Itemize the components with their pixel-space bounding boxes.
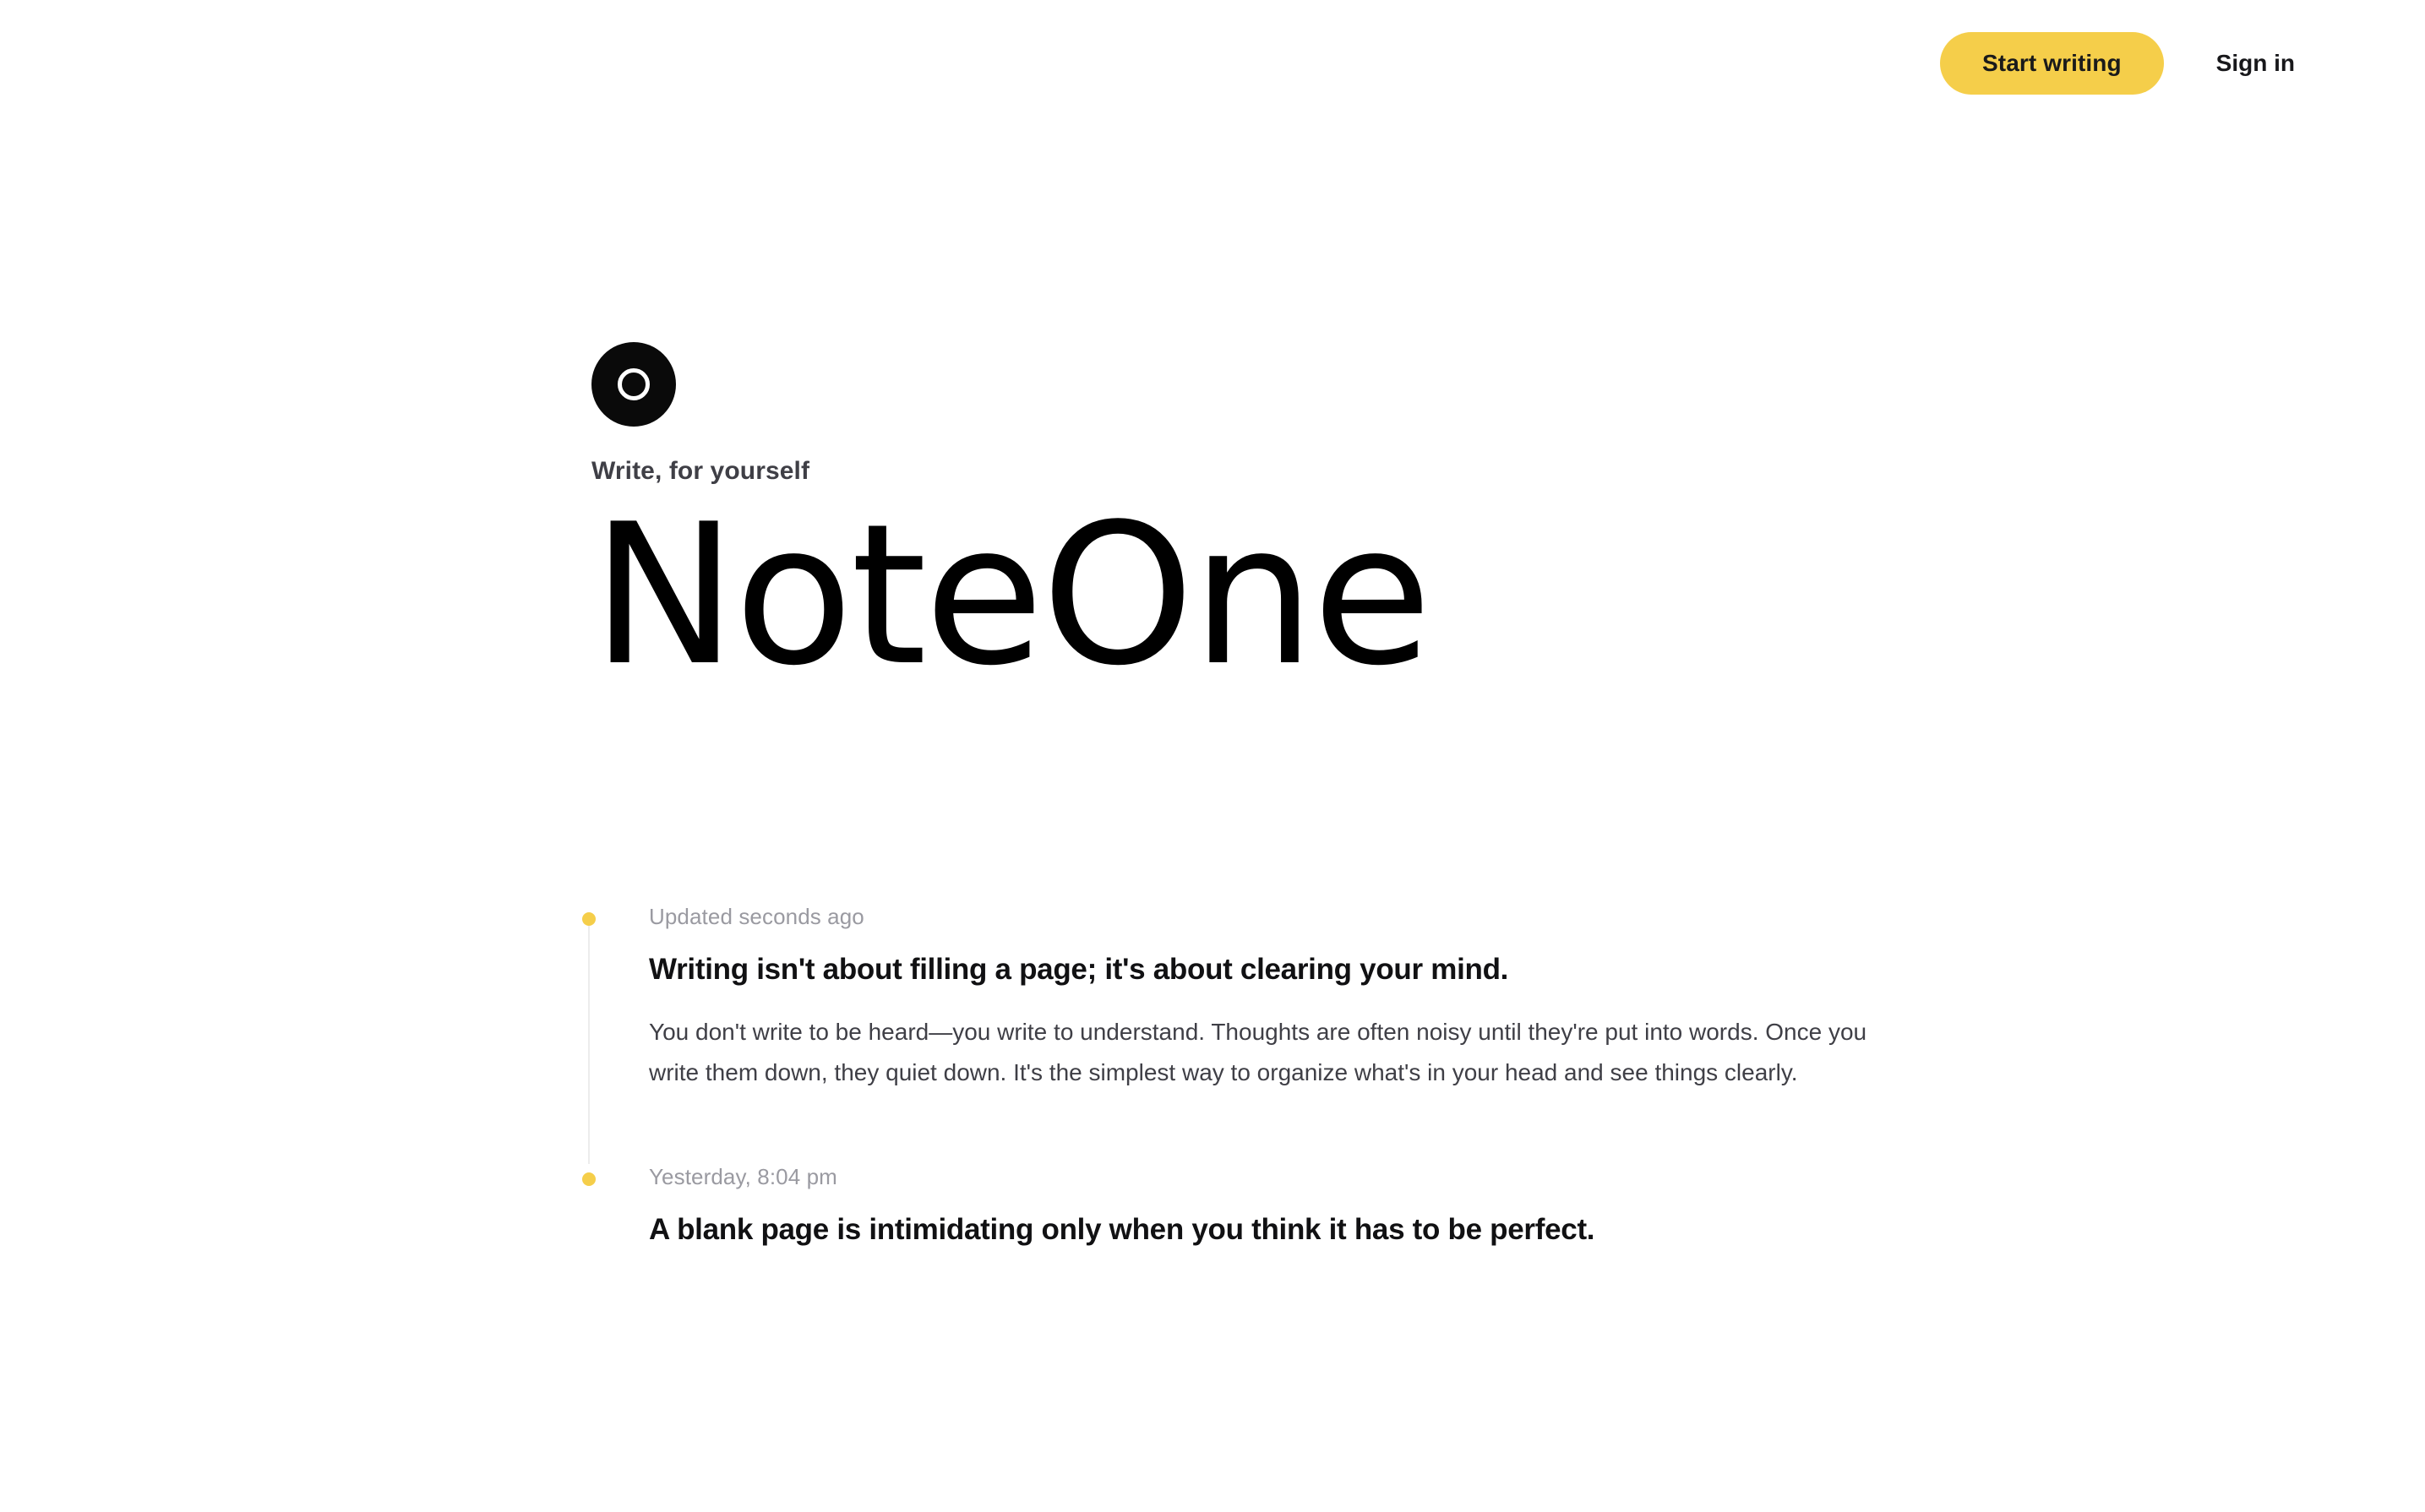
timeline-dot-icon bbox=[582, 912, 596, 926]
timeline-rail bbox=[588, 912, 590, 1164]
hero-section bbox=[591, 342, 1859, 709]
sign-in-button[interactable]: Sign in bbox=[2198, 32, 2313, 95]
entry-timestamp: Yesterday, 8:04 pm bbox=[649, 1164, 837, 1190]
list-item[interactable] bbox=[588, 1164, 1940, 1319]
top-navigation-bar bbox=[0, 0, 2425, 127]
start-writing-button[interactable]: Start writing bbox=[1940, 32, 2164, 95]
list-item[interactable] bbox=[588, 904, 1940, 1164]
hero-tagline: Write, for yourself bbox=[591, 457, 810, 485]
entry-timestamp: Updated seconds ago bbox=[649, 904, 864, 929]
entry-title[interactable]: Writing isn't about filling a page; it's about clearing your mind. bbox=[649, 953, 1509, 986]
entry-body: You don't write to be heard—you write to understand. Thoughts are often noisy until they're put into words. Once you write them down, they quiet down. It's the simplest way to organize what's in your head and see things clearly. bbox=[649, 1019, 1867, 1086]
notes-timeline bbox=[588, 904, 1940, 1320]
circle-ring-inner bbox=[618, 368, 650, 400]
circle-ring-icon bbox=[591, 342, 676, 427]
page-title: NoteOne bbox=[591, 483, 1430, 709]
timeline-dot-icon bbox=[582, 1172, 596, 1186]
entry-title[interactable]: A blank page is intimidating only when you think it has to be perfect. bbox=[649, 1213, 1595, 1247]
